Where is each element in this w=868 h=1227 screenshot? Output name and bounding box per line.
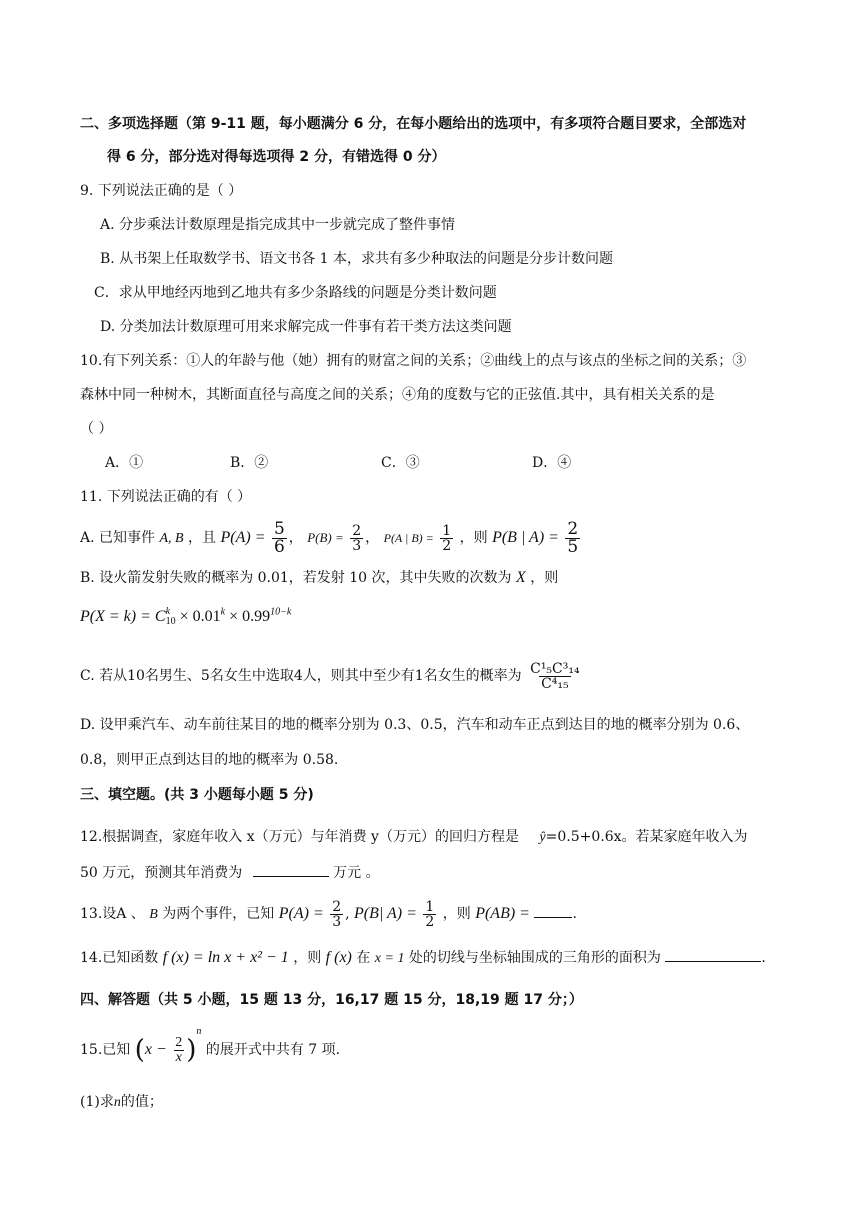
q12-text-d: 万元 。 <box>333 865 380 881</box>
q13-pa: P(A) = <box>278 905 324 922</box>
q11-a-pa-den: 6 <box>273 536 285 557</box>
q11-a-pb-num: 2 <box>352 522 362 539</box>
q13-pba-num: 1 <box>425 898 435 915</box>
q11-b-formula-mid: × 0.01 <box>179 608 221 625</box>
q13-comma: , <box>345 906 350 922</box>
q13-answer-blank[interactable] <box>534 905 572 918</box>
q11-a-pb-frac <box>350 524 363 553</box>
q15-sub1-text-a: (1)求 <box>80 1094 114 1110</box>
q13-pba-frac <box>423 900 436 929</box>
q11-option-c <box>80 656 584 696</box>
q11-option-d-line1: D. 设甲乘汽车、动车前往某目的地的概率分别为 0.3、0.5，汽车和动车正点到达目的地的概率分别为 0.6、 <box>80 717 750 733</box>
q10-answer-paren: （ ） <box>80 421 113 437</box>
q10-option-b: B．② <box>230 455 269 471</box>
q11-a-pba-num: 2 <box>567 518 579 539</box>
q15-right-paren: ) <box>186 1035 197 1065</box>
section-heading-multiple-choice-cont: 得 6 分，部分选对得每选项得 2 分，有错选得 0 分） <box>107 149 446 165</box>
q14-text-b: ，则 <box>293 950 322 966</box>
q13-event-b: B <box>149 907 158 922</box>
q15-left-paren: ( <box>134 1035 145 1065</box>
q15-exp-n: n <box>196 1026 202 1037</box>
q11-a-pba: P(B | A) = <box>492 529 559 546</box>
q9-stem: 9. 下列说法正确的是（ ） <box>80 183 243 199</box>
q13-pa-frac <box>330 900 343 929</box>
q14-text-a: 14.已知函数 <box>80 950 159 966</box>
q15-sub1 <box>80 1093 163 1112</box>
section-heading-multiple-choice: 二、多项选择题（第 9-11 题，每小题满分 6 分，在每小题给出的选项中，有多项符合题目要求，全部选对 <box>80 116 747 132</box>
section-heading-solutions: 四、解答题（共 5 小题，15 题 13 分，16,17 题 15 分，18,19 题 17 分；） <box>80 992 583 1008</box>
q13-pba: P(B| A) = <box>354 905 417 922</box>
q11-a-prefix: A. 已知事件 <box>80 530 156 546</box>
q9-option-a: A. 分步乘法计数原理是指完成其中一步就完成了整件事情 <box>100 217 456 233</box>
q12-line1 <box>80 828 748 847</box>
q11-c-den: C⁴₁₅ <box>541 675 569 692</box>
q13-line <box>80 894 577 935</box>
q14-function: f (x) = ln x + x² − 1 <box>162 949 289 966</box>
q13-pa-num: 2 <box>332 898 342 915</box>
q11-a-pab: P(A | B) = <box>383 531 434 545</box>
q11-a-events: A, B <box>159 531 184 546</box>
q9-option-c: C．求从甲地经丙地到乙地共有多少条路线的问题是分类计数问题 <box>94 285 497 301</box>
q11-b-then: ，则 <box>530 570 559 586</box>
q13-text-a: 13.设A 、 <box>80 906 145 922</box>
q13-end: . <box>572 906 577 922</box>
q15-sub1-n: n <box>113 1095 121 1110</box>
q15-frac-num: 2 <box>175 1034 183 1050</box>
q11-b-var-x: X <box>515 569 526 586</box>
q11-a-pa-frac <box>272 518 287 557</box>
q12-text-a: 12.根据调查，家庭年收入 x（万元）与年消费 y（万元）的回归方程是 <box>80 829 519 845</box>
q10-option-d: D．④ <box>532 455 572 471</box>
q11-option-b-formula <box>80 606 291 628</box>
q11-a-pb-den: 3 <box>352 537 362 554</box>
q11-c-frac <box>528 662 582 691</box>
q11-a-pa: P(A) = <box>220 529 266 546</box>
q11-a-pb: P(B) = <box>307 530 344 545</box>
q10-stem-line2: 森林中同一种树木，其断面直径与高度之间的关系；④角的度数与它的正弦值.其中，具有相关关系的是 <box>80 387 715 403</box>
q12-line2 <box>80 864 380 882</box>
q11-a-pab-num: 1 <box>442 522 452 539</box>
q11-b-formula-lhs: P(X = k) = C <box>80 608 166 625</box>
q11-a-mid: ，且 <box>188 530 217 546</box>
q13-pab: P(AB) = <box>475 905 530 922</box>
q14-end: . <box>761 950 766 966</box>
q9-option-b: B. 从书架上任取数学书、语文书各 1 本，求共有多少种取法的问题是分步计数问题 <box>100 251 613 267</box>
q11-a-pba-den: 5 <box>567 536 579 557</box>
q11-b-c-sub: 10 <box>165 616 176 628</box>
q10-option-a: A．① <box>105 455 144 471</box>
q10-option-c: C．③ <box>381 455 420 471</box>
q15-text-a: 15.已知 <box>80 1042 131 1058</box>
q14-x1: x = 1 <box>374 951 405 966</box>
q11-a-then: ，则 <box>459 530 488 546</box>
q14-text-d: 处的切线与坐标轴围成的三角形的面积为 <box>408 950 661 966</box>
q13-pa-den: 3 <box>332 913 342 930</box>
q14-fx: f (x) <box>325 949 352 966</box>
q13-text-mid: 为两个事件，已知 <box>162 906 275 922</box>
q15-frac <box>173 1036 184 1065</box>
q11-a-pba-frac <box>565 518 580 557</box>
q15-frac-den: x <box>175 1049 182 1065</box>
section-heading-fill-in: 三、填空题。(共 3 小题每小题 5 分) <box>80 787 314 803</box>
q14-line <box>80 947 766 970</box>
q11-b-formula-end: × 0.99 <box>229 608 271 625</box>
q12-text-b: =0.5+0.6x。若某家庭年收入为 <box>545 829 748 845</box>
q9-option-d: D. 分类加法计数原理可用来求解完成一件事有若干类方法这类问题 <box>100 319 512 335</box>
q11-option-d-line2: 0.8，则甲正点到达目的地的概率为 0.58. <box>80 752 339 768</box>
q13-then: ，则 <box>442 906 471 922</box>
q11-option-a: A. 已知事件 A, B ，且 P(A) = $\frac{5}{6}$ ， P(B) = $\frac{2}{3}$ ， P(A | B) = $\frac{1}{2}$ ，则 P(B | A) = $\frac{2}{5}$ <box>80 518 579 557</box>
q15-text-b: 的展开式中共有 7 项. <box>205 1042 341 1058</box>
q12-yhat: ŷ <box>539 830 546 845</box>
q11-a-pa-num: 5 <box>273 518 285 539</box>
q11-b-text: B. 设火箭发射失败的概率为 0.01，若发射 10 次，其中失败的次数为 <box>80 570 512 586</box>
q11-stem: 11. 下列说法正确的有（ ） <box>80 489 252 505</box>
q13-pba-den: 2 <box>425 913 435 930</box>
q14-answer-blank[interactable] <box>665 949 761 962</box>
q15-x-minus: x − <box>144 1041 167 1058</box>
q11-b-c-sup: k <box>165 606 171 618</box>
q11-c-text: C. 若从10名男生、5名女生中选取4人，则其中至少有1名女生的概率为 <box>80 668 522 684</box>
q15-sub1-text-b: 的值； <box>120 1094 163 1110</box>
q14-text-c: 在 <box>356 950 371 966</box>
q11-b-exp-k: k <box>220 606 226 618</box>
q15-line <box>80 1026 341 1070</box>
q12-answer-blank[interactable] <box>253 864 329 877</box>
q11-a-pab-den: 2 <box>442 537 452 554</box>
q11-c-num: C¹₅C³₁₄ <box>530 660 580 677</box>
q12-text-c: 50 万元，预测其年消费为 <box>80 865 243 881</box>
q10-stem-line1: 10.有下列关系：①人的年龄与他（她）拥有的财富之间的关系；②曲线上的点与该点的坐标之间的关系；③ <box>80 353 747 369</box>
q11-a-pab-frac <box>440 524 453 553</box>
q11-option-b-line1 <box>80 569 558 587</box>
q11-b-exp-10k: 10−k <box>270 606 292 618</box>
